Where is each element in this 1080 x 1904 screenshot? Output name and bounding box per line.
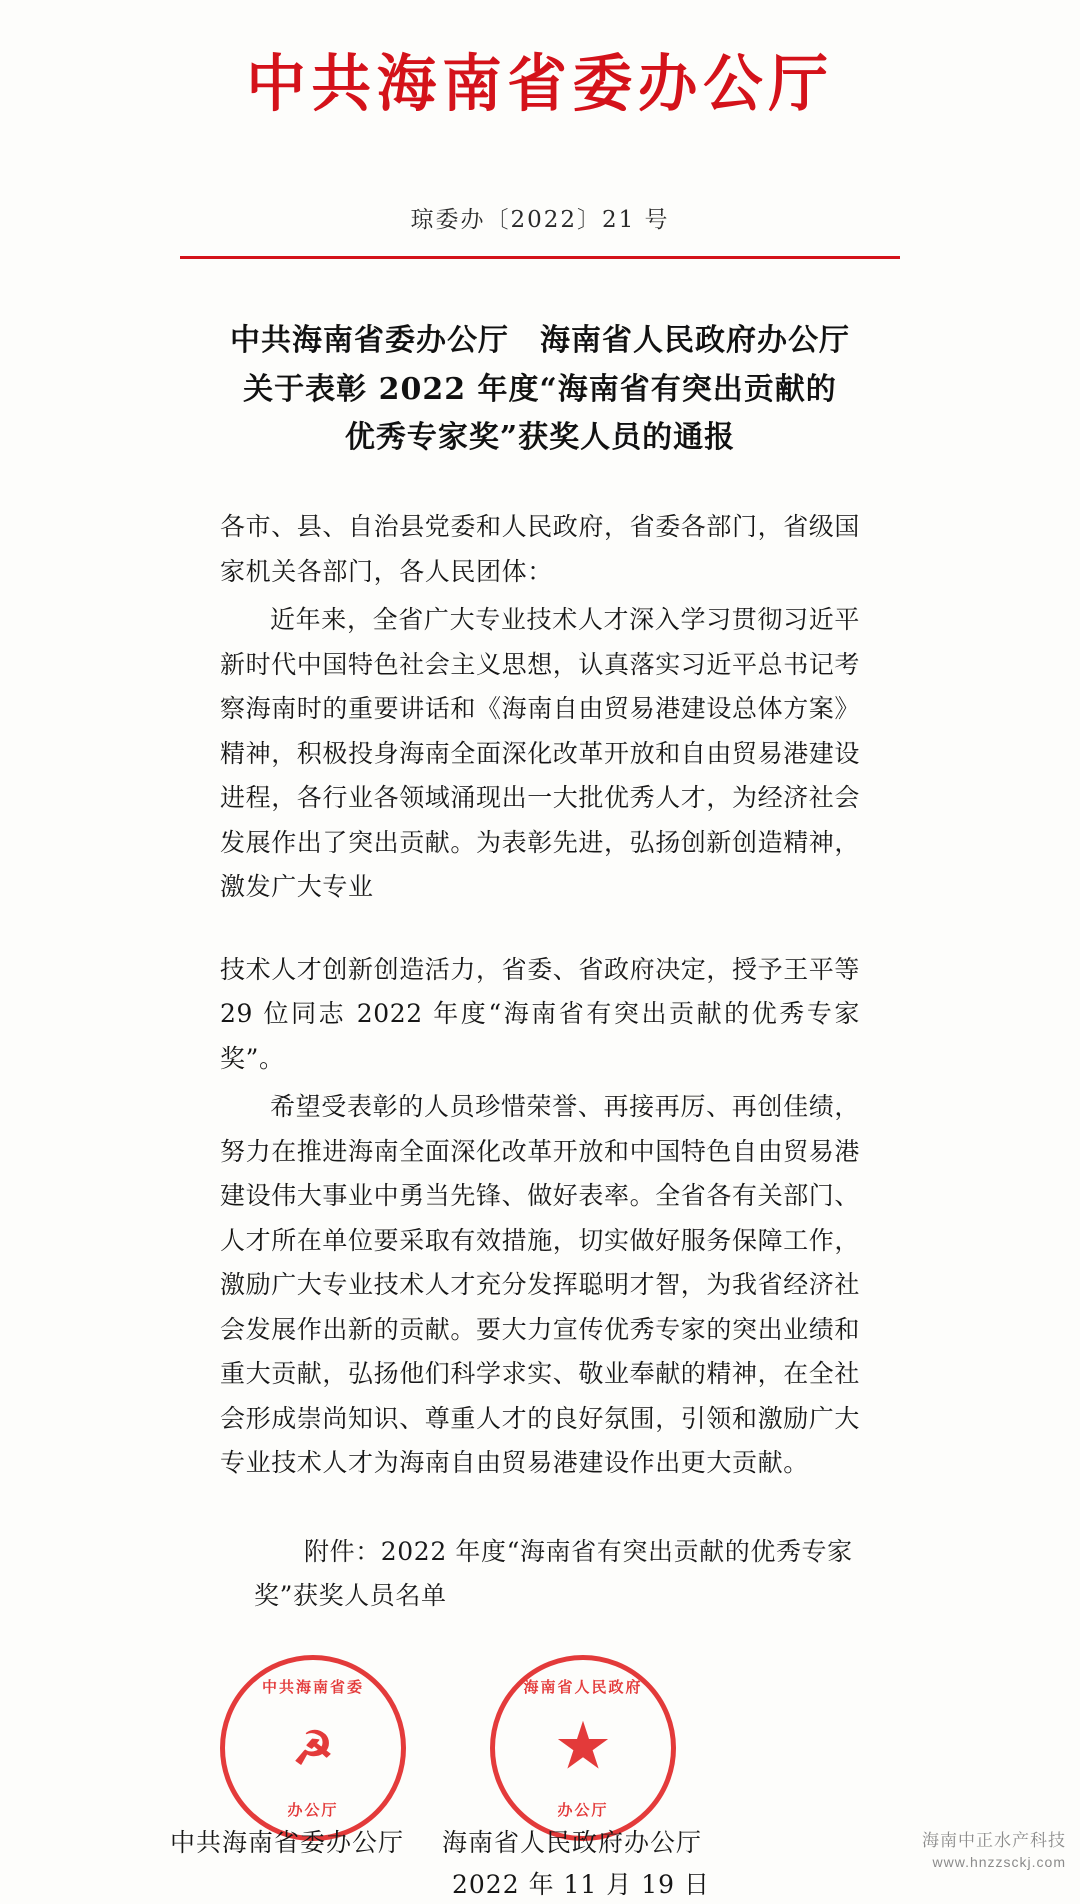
watermark-url-text: www.hnzzsckj.com (932, 1854, 1066, 1870)
hammer-sickle-icon: ☭ (292, 1720, 334, 1775)
document-title-line-2: 关于表彰 2022 年度“海南省有突出贡献的 (243, 371, 837, 407)
document-header (0, 0, 1080, 119)
seal-left-top-text: 中共海南省委 (261, 1677, 364, 1696)
body-paragraph-3: 希望受表彰的人员珍惜荣誉、再接再厉、再创佳绩，努力在推进海南全面深化改革开放和中国特色自由贸易港建设伟大事业中勇当先锋、做好表率。全省各有关部门、人才所在单位要采取有效措施，切实做好服务保障工作，激励广大专业技术人才充分发挥聪明才智，为我省经济社会发展作出新的贡献。要大力宣传优秀专家的突出业绩和重大贡献，弘扬他们科学求实、敬业奉献的精神，在全社会形成崇尚知识、尊重人才的良好氛围，引领和激励广大专业技术人才为海南自由贸易港建设作出更大贡献。 (220, 1092, 861, 1478)
signature-provincial-government-office: 海南省人民政府办公厅 (442, 1827, 703, 1857)
issuing-authority-title: 中共海南省委办公厅 (246, 47, 834, 120)
signature-party-committee-office: 中共海南省委办公厅 (170, 1827, 405, 1857)
star-icon: ★ (556, 1714, 610, 1778)
red-divider-rule (180, 256, 900, 259)
salutation: 各市、县、自治县党委和人民政府，省委各部门，省级国家机关各部门，各人民团体： (220, 512, 861, 586)
document-date: 2022 年 11 月 19 日 (452, 1869, 710, 1899)
watermark (922, 1826, 1066, 1870)
attachment-note: 附件：2022 年度“海南省有突出贡献的优秀专家奖”获奖人员名单 (254, 1536, 853, 1611)
seal-party-committee-office (220, 1655, 406, 1841)
seal-right-bottom-text: 办公厅 (557, 1800, 609, 1819)
document-body (220, 505, 860, 1486)
watermark-main-text: 海南中正水产科技 (922, 1831, 1066, 1850)
body-paragraph-2: 技术人才创新创造活力，省委、省政府决定，授予王平等 29 位同志 2022 年度“海南省有突出贡献的优秀专家奖”。 (220, 954, 861, 1073)
seal-left-bottom-text: 办公厅 (287, 1800, 339, 1819)
body-paragraph-1: 近年来，全省广大专业技术人才深入学习贯彻习近平新时代中国特色社会主义思想，认真落实习近平总书记考察海南时的重要讲话和《海南自由贸易港建设总体方案》精神，积极投身海南全面深化改革开放和自由贸易港建设进程，各行业各领域涌现出一大批优秀人才，为经济社会发展作出了突出贡献。为表彰先进，弘扬创新创造精神，激发广大专业 (220, 605, 861, 902)
document-number: 琼委办〔2022〕21 号 (410, 207, 670, 234)
document-title-line-3: 优秀专家奖”获奖人员的通报 (344, 420, 736, 456)
seal-right-top-text: 海南省人民政府 (523, 1677, 643, 1696)
seal-provincial-government-office (490, 1655, 676, 1841)
document-title-line-1: 中共海南省委办公厅 海南省人民政府办公厅 (230, 323, 850, 359)
document-title (220, 317, 860, 463)
paragraph-gap (220, 914, 860, 948)
signature-area (160, 1655, 920, 1899)
